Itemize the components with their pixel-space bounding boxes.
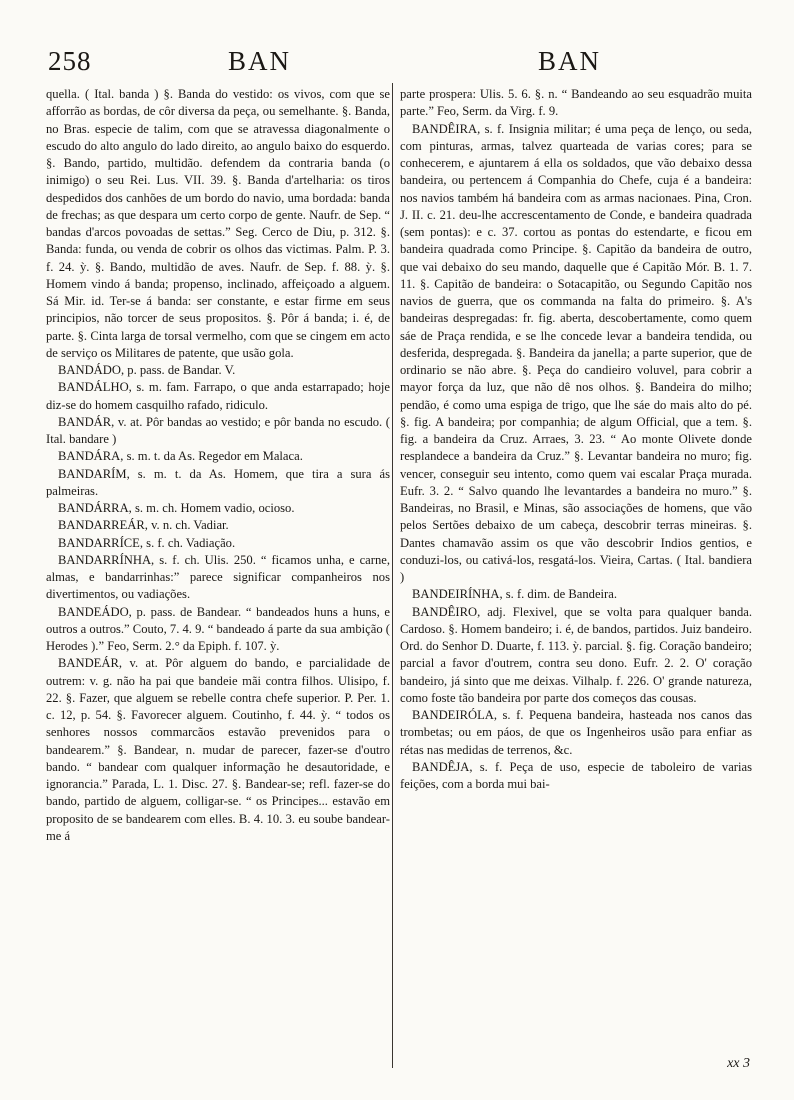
entry: parte prospera: Ulis. 5. 6. §. n. “ Bandeando ao seu esquadrão muita parte.” Feo, Serm. da Virg. f. 9. — [400, 87, 752, 119]
entry: BANDÁLHO, s. m. fam. Farrapo, o que anda estarrapado; hoje diz-se do homem casquilho rafado, ridiculo. — [46, 380, 390, 412]
entry: BANDEÁDO, p. pass. de Bandear. “ bandeados huns a huns, e outros a outros.” Couto, 7. 4. 9. “ bandeado á parte da sua ambição ( Herodes ).” Feo, Serm. 2.° da Epiph. f. 107. ỳ. — [46, 604, 390, 653]
signature-mark: xx 3 — [727, 1056, 750, 1071]
entry: BANDÊJA, s. f. Peça de uso, especie de taboleiro de varias feições, com a borda mui bai- — [400, 759, 752, 791]
left-headword: BAN — [228, 46, 292, 76]
entry: BANDEIRÓLA, s. f. Pequena bandeira, hasteada nos canos das trombetas; ou em páos, de que os Ingenheiros usão para enfiar as rétas nas medidas de terrenos, &c. — [400, 708, 752, 757]
entry: BANDÊIRA, s. f. Insignia militar; é uma peça de lenço, ou seda, com pinturas, armas, talvez quarteada de varias cores; para se conhecerem, e ajuntarem á ella os soldados, que vão debaixo dessa bandeira, ou pertencem á Companhia do Chefe, cuja é a bandeira: nos navios também há bandeira com as armas nacionaes. Pina, Cron. J. II. c. 21. deu-lhe accrescentamento de Conde, e bandeira quadrada (sem pontas): e c. 37. cortou as pontas do estendarte, e ficou em bandeira quadrada como Principe. §. Capitão da bandeira de outro, que vai debaixo do seu mando, daquelle que é Capitão Mór. B. 1. 7. 11. §. Capitão de bandeira: o Sotacapitão, ou Segundo Capitão nos navios de guerra, que os commanda na falta do primeiro. §. A's bandeiras despregadas: fr. fig. aberta, descobertamente, como quem sáe de Praça rendida, e se lhe concede levar a bandeira tendida, ou desferida, despregada. §. Bandeira da janella; a parte superior, que de ordinario se não abre. §. Peça do candieiro voluvel, para cobrir a mayor força da luz, que não dê nos olhos. §. Bandeira do milho; pendão, é como uma espiga de trigo, que lhe sáe do mais alto do pé. §. fig. A bandeira; por companhia; de algum Official, que a tem. §. fig. a bandeira da Cruz. Arraes, 3. 23. “ Ao monte Olivete donde resplandece a bandeira da Cruz.” §. Levantar bandeira no muro; fig. vencer, conseguir seu intento, como quem vai escalar Praça murada. Eufr. 3. 2. “ Salvo quando lhe levantardes a bandeira no muro.” §. Bandeiras, no Brasil, e Minas, são associações de homens, que vão pelos Sertões debaixo de um cabeça, descobrir terras mineiras. §. Dantes chamavão assim os que vão descobrir Indios gentios, e conduzi-los, ou cativá-los, resgatá-los. Vieira, Cartas. ( Ital. bandiera ) — [400, 121, 752, 584]
entry: BANDÁRA, s. m. t. da As. Regedor em Malaca. — [58, 449, 303, 464]
page-number: 258 — [48, 46, 92, 76]
entry: BANDÁRRA, s. m. ch. Homem vadio, ocioso. — [58, 501, 295, 515]
entry: BANDARREÁR, v. n. ch. Vadiar. — [58, 518, 229, 533]
entry: BANDÊIRO, adj. Flexivel, que se volta para qualquer banda. Cardoso. §. Homem bandeiro; i. é, de bandos, partidos. Juiz bandeiro. Ord. do Senhor D. Duarte, f. 113. ỳ. parcial. §. fig. Coração bandeiro; parcial a favor d'outrem, contra seu dono. Eufr. 2. 2. O' coração bandeiro, já sinto que me deixas. Vilhalp. f. 226. O' grande natureza, como foste tão bandeira por parte dos começos das cousas. — [400, 604, 752, 705]
left-column — [46, 86, 390, 845]
column-divider — [392, 83, 393, 1068]
entry: BANDEÁR, v. at. Pôr alguem do bando, e parcialidade de outrem: v. g. não ha pai que bandeie mãi contra filhos. Ulisipo, f. 22. §. Fazer, que alguem se rebelle contra chefe superior. P. Per. 1. c. 12, p. 54. §. Favorecer alguem. Coutinho, f. 44. ỳ. “ todos os senhores nossos commarcãos estavão prevenidos para o bandearem.” §. Bandear, n. mudar de parecer, fazer-se d'outro bando. “ bandear com qualquer informação he desautoridade, e ignorancia.” Parada, L. 1. Disc. 27. §. Bandear-se; refl. fazer-se do bando, partido de alguem, colligar-se. “ os Principes... estavão em proposito de se bandearem com elles. B. 4. 10. 3. eu soube bandear-me á — [46, 656, 390, 843]
entry: BANDARRÍCE, s. f. ch. Vadiação. — [58, 535, 236, 550]
page-header — [42, 46, 752, 86]
entry: quella. ( Ital. banda ) §. Banda do vestido: os vivos, com que se afforrão as bordas, de côr diversa da peça, ou semelhante. §. Banda, no Bras. especie de talim, com que se atravessa diagonalmente o escudo do alto angulo do lado direito, ao angulo baixo do esquerdo. §. Bando, partido, multidão. defendem da contraria banda (o inimigo) o seu Rei. Lus. VII. 39. §. Banda d'artelharia: os tiros despedidos dos canhões de um bordo do navio, uma bordada: banda de frechas; as que despara um certo corpo de gente. Naufr. de Sep. “ bandas d'arcos povoadas de settas.” Seg. Cerco de Diu, p. 312. §. Banda: funda, ou venda de cobrir os olhos das victimas. Palm. P. 3. f. 24. ỳ. §. Bando, multidão de aves. Naufr. de Sep. f. 88. ỳ. §. Homem vindo á banda; propenso, inclinado, affeiçoado a alguem. Sá Mir. id. Ter-se á banda: ser constante, e estar firme em seus principios, não torcer de seus propositos. §. Pôr á banda; i. é, de parte. §. Cinta larga de torsal vermelho, com que se cingem em acto de serviço os Militares de patente, que usão gola. — [46, 87, 390, 360]
right-column — [400, 86, 752, 793]
right-headword: BAN — [538, 46, 602, 76]
entry: BANDÁR, v. at. Pôr bandas ao vestido; e pôr banda no escudo. ( Ital. bandare ) — [46, 414, 390, 446]
entry: BANDEIRÍNHA, s. f. dim. de Bandeira. — [412, 587, 617, 602]
entry: BANDARRÍNHA, s. f. ch. Ulis. 250. “ ficamos unha, e carne, almas, e bandarrinhas:” parece significar companheiros nos divertimentos, ou vadiações. — [46, 552, 390, 602]
entry: BANDARÍM, s. m. t. da As. Homem, que tira a sura ás palmeiras. — [46, 466, 390, 498]
entry: BANDÁDO, p. pass. de Bandar. V. — [58, 363, 236, 377]
